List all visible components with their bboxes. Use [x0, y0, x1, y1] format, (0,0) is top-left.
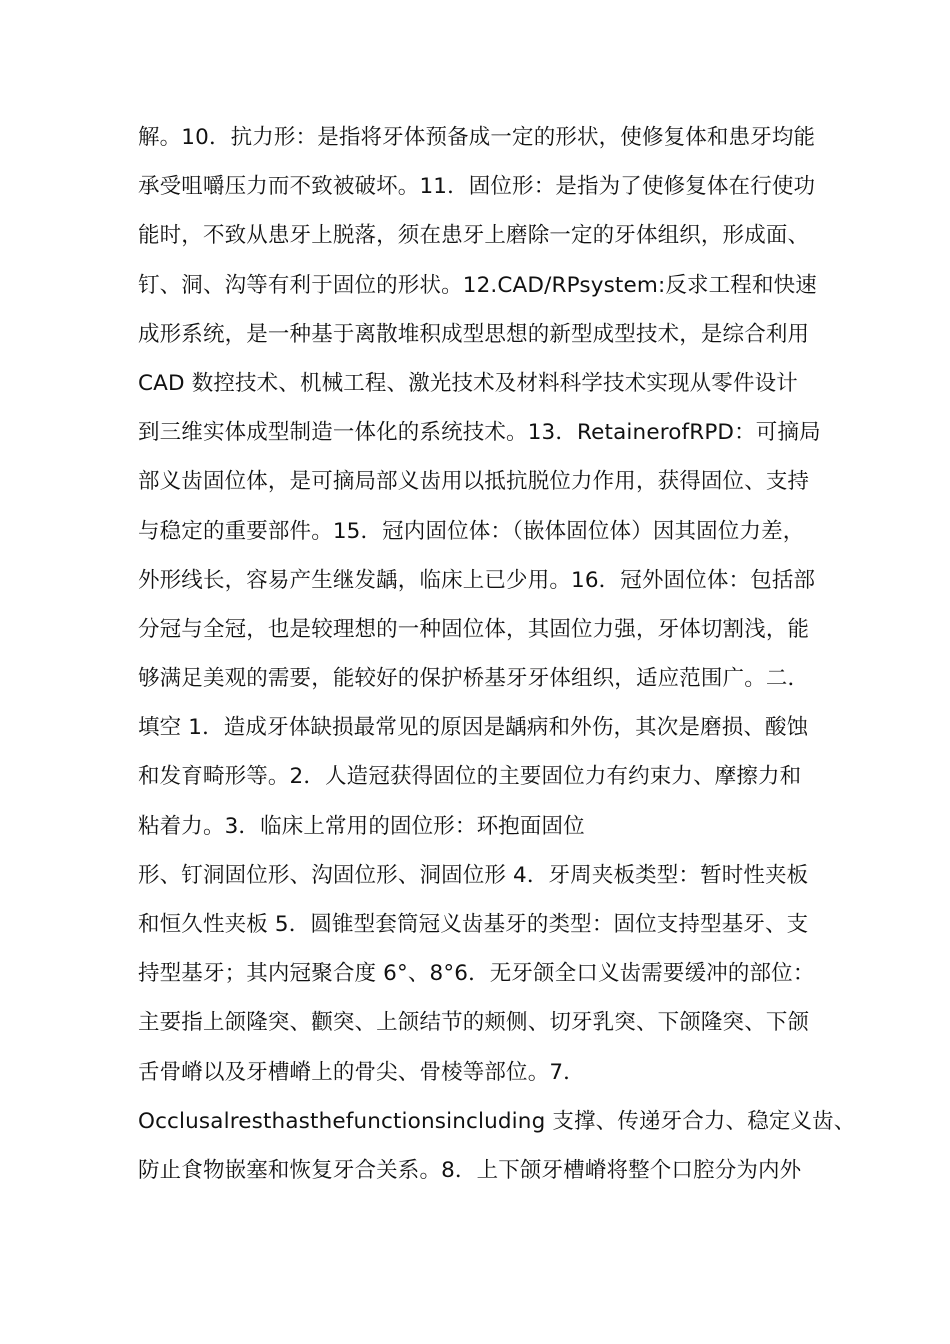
text-line: 解。10．抗力形：是指将牙体预备成一定的形状，使修复体和患牙均能	[138, 125, 816, 150]
text-line: 成形系统，是一种基于离散堆积成型思想的新型成型技术，是综合利用	[138, 321, 810, 347]
body-text	[138, 118, 898, 1200]
text-line: 分冠与全冠，也是较理想的一种固位体，其固位力强，牙体切割浅，能	[138, 616, 810, 642]
text-line: 填空 1．造成牙体缺损最常见的原因是龋病和外伤，其次是磨损、酸蚀	[138, 715, 809, 741]
text-line: 到三维实体成型制造一体化的系统技术。13．RetainerofRPD：可摘局	[138, 420, 821, 446]
text-line: 部义齿固位体，是可摘局部义齿用以抵抗脱位力作用，获得固位、支持	[138, 469, 810, 495]
text-line: Occlusalresthasthefunctionsincluding 支撑、传递牙合力、稳定义齿、	[138, 1108, 856, 1134]
text-line: 够满足美观的需要，能较好的保护桥基牙牙体组织，适应范围广。二．	[138, 666, 810, 692]
text-line: CAD 数控技术、机械工程、激光技术及材料科学技术实现从零件设计	[138, 370, 798, 396]
text-line: 承受咀嚼压力而不致被破坏。11．固位形：是指为了使修复体在行使功	[138, 174, 816, 200]
text-line: 持型基牙；其内冠聚合度 6°、8°6．无牙颌全口义齿需要缓冲的部位：	[138, 961, 815, 987]
text-line: 外形线长，容易产生继发龋，临床上已少用。16．冠外固位体：包括部	[138, 567, 816, 593]
text-line: 主要指上颌隆突、颧突、上颌结节的颊侧、切牙乳突、下颌隆突、下颌	[138, 1010, 810, 1036]
text-line: 形、钉洞固位形、沟固位形、洞固位形 4．牙周夹板类型：暂时性夹板	[138, 862, 809, 888]
text-line: 与稳定的重要部件。15．冠内固位体：（嵌体固位体）因其固位力差，	[138, 518, 805, 544]
text-line: 能时，不致从患牙上脱落，须在患牙上磨除一定的牙体组织，形成面、	[138, 223, 810, 249]
text-line: 和恒久性夹板 5．圆锥型套筒冠义齿基牙的类型：固位支持型基牙、支	[138, 912, 809, 937]
text-line: 粘着力。3．临床上常用的固位形：环抱面固位	[138, 813, 585, 839]
text-line: 和发育畸形等。2．人造冠获得固位的主要固位力有约束力、摩擦力和	[138, 764, 802, 790]
text-line: 钉、洞、沟等有利于固位的形状。12.CAD/RPsystem:反求工程和快速	[138, 272, 817, 298]
text-line: 舌骨嵴以及牙槽嵴上的骨尖、骨棱等部位。7．	[138, 1059, 585, 1085]
text-line: 防止食物嵌塞和恢复牙合关系。8．上下颌牙槽嵴将整个口腔分为内外	[138, 1157, 802, 1183]
